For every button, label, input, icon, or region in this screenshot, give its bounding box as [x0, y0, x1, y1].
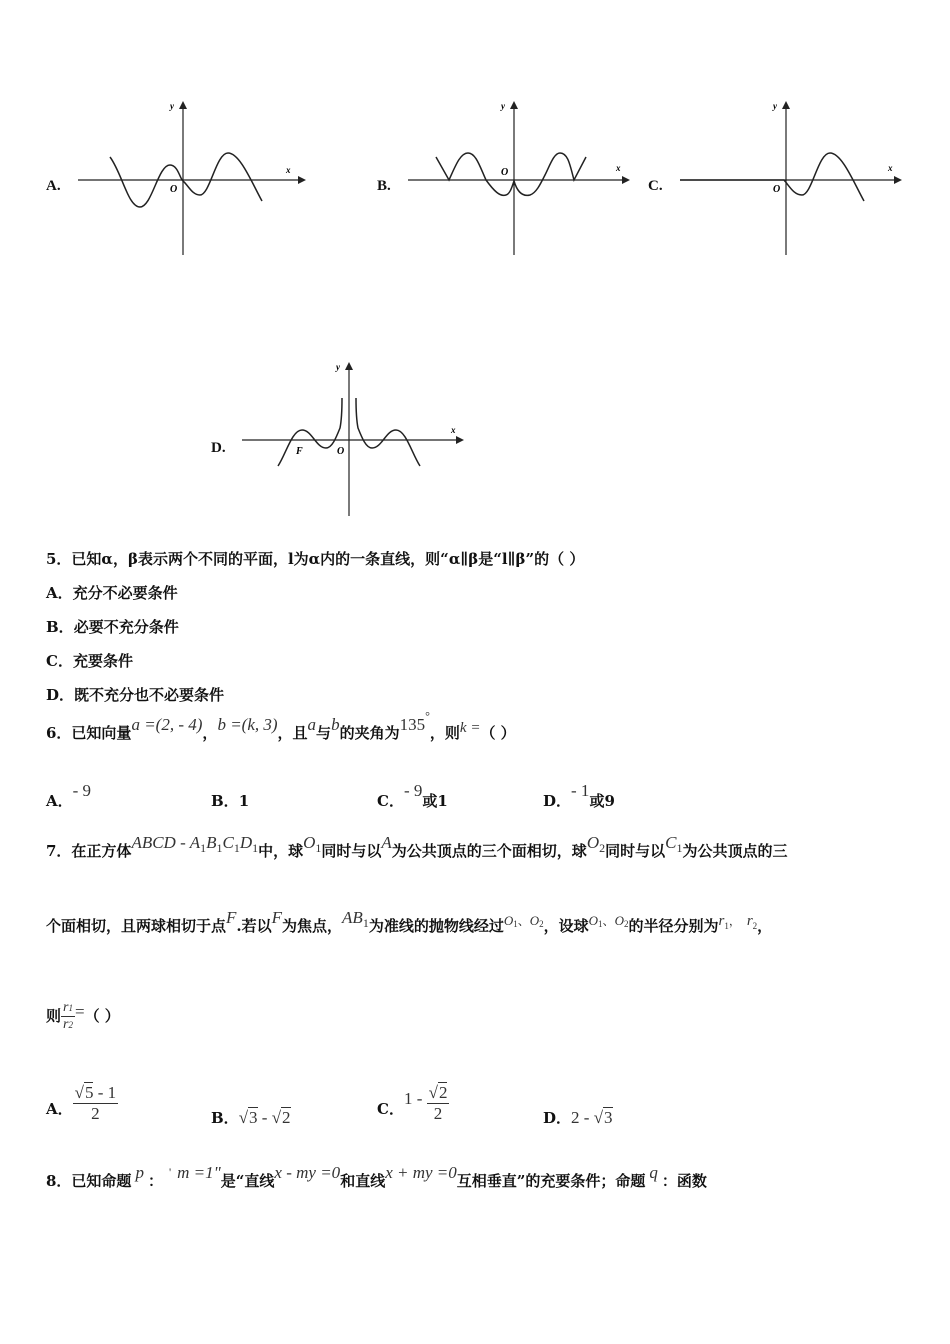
- graph-b-x-label: x: [616, 163, 621, 173]
- option-d-label: D.: [211, 440, 226, 456]
- graph-c-x-label: x: [888, 163, 893, 173]
- q7-option-b: B．√3 - √2: [211, 1108, 291, 1127]
- graph-b-origin: O: [501, 167, 509, 178]
- q5-option-a: A．充分不必要条件: [46, 584, 178, 602]
- graph-d: [238, 358, 478, 523]
- q7-line-3: 则 $\frac{r1}{r2}$ =（ ）: [46, 1000, 120, 1032]
- q5-option-b: B．必要不充分条件: [46, 618, 179, 636]
- graph-a-x-label: x: [286, 165, 291, 175]
- graph-c-y-label: y: [773, 101, 777, 111]
- q8-stem: 8．已知命题 p ： ' m =1"是“直线x - my =0和直线x + my =0互相垂直”的充要条件；命题 q ：函数: [46, 1163, 707, 1190]
- graph-d-origin: O: [337, 446, 345, 457]
- graph-c: [672, 95, 912, 260]
- graph-a-origin: O: [170, 184, 178, 195]
- q7-option-d: D．2 - √3: [543, 1108, 613, 1127]
- r1-over-r2: $\frac{r1}{r2}$: [63, 1000, 73, 1032]
- option-c-label: C.: [648, 178, 663, 194]
- graph-b-y-label: y: [501, 101, 505, 111]
- q7-option-a: A． $\frac{√5 - 1}{2}$: [46, 1083, 117, 1123]
- q7-line-1: 7．在正方体ABCD - $A^1B^1C^1D^1$中，球$O^1$同时与以A为公共顶点的三个面相切，球$O^2$同时与以$C^1$为公共顶点的三: [46, 833, 788, 860]
- graph-a: [70, 95, 310, 260]
- option-b-label: B.: [377, 178, 391, 194]
- graph-d-point-f: F: [296, 446, 303, 457]
- graph-d-y-label: y: [336, 362, 340, 372]
- graph-b: [400, 95, 640, 260]
- q6-option-d: D．- 1或9: [543, 781, 615, 810]
- q7-line-2: 个面相切，且两球相切于点F.若以F为焦点，$AB^1$为准线的抛物线经过$^{O1、O2}$，设球$^{O1、O2}$的半径分别为r1， r2，: [46, 908, 773, 935]
- q7-option-c: C．1 - $\frac{√2}{2}$: [377, 1083, 448, 1123]
- q6-option-b: B．1: [211, 792, 250, 810]
- q6-option-a: A．- 9: [46, 781, 92, 810]
- option-a-label: A.: [46, 178, 61, 194]
- graph-d-x-label: x: [451, 425, 456, 435]
- q5-option-c: C．充要条件: [46, 652, 133, 670]
- graph-a-y-label: y: [170, 101, 174, 111]
- q6-stem: 6．已知向量a =(2, - 4)，b =(k, 3)，且a与b的夹角为135°，则k =（ ）: [46, 709, 516, 742]
- q5-stem: 5．已知α，β表示两个不同的平面，l为α内的一条直线，则“α∥β是“l∥β”的（ ）: [46, 550, 585, 568]
- q6-option-c: C．- 9或1: [377, 781, 448, 810]
- graph-c-origin: O: [773, 184, 781, 195]
- q5-option-d: D．既不充分也不必要条件: [46, 686, 225, 704]
